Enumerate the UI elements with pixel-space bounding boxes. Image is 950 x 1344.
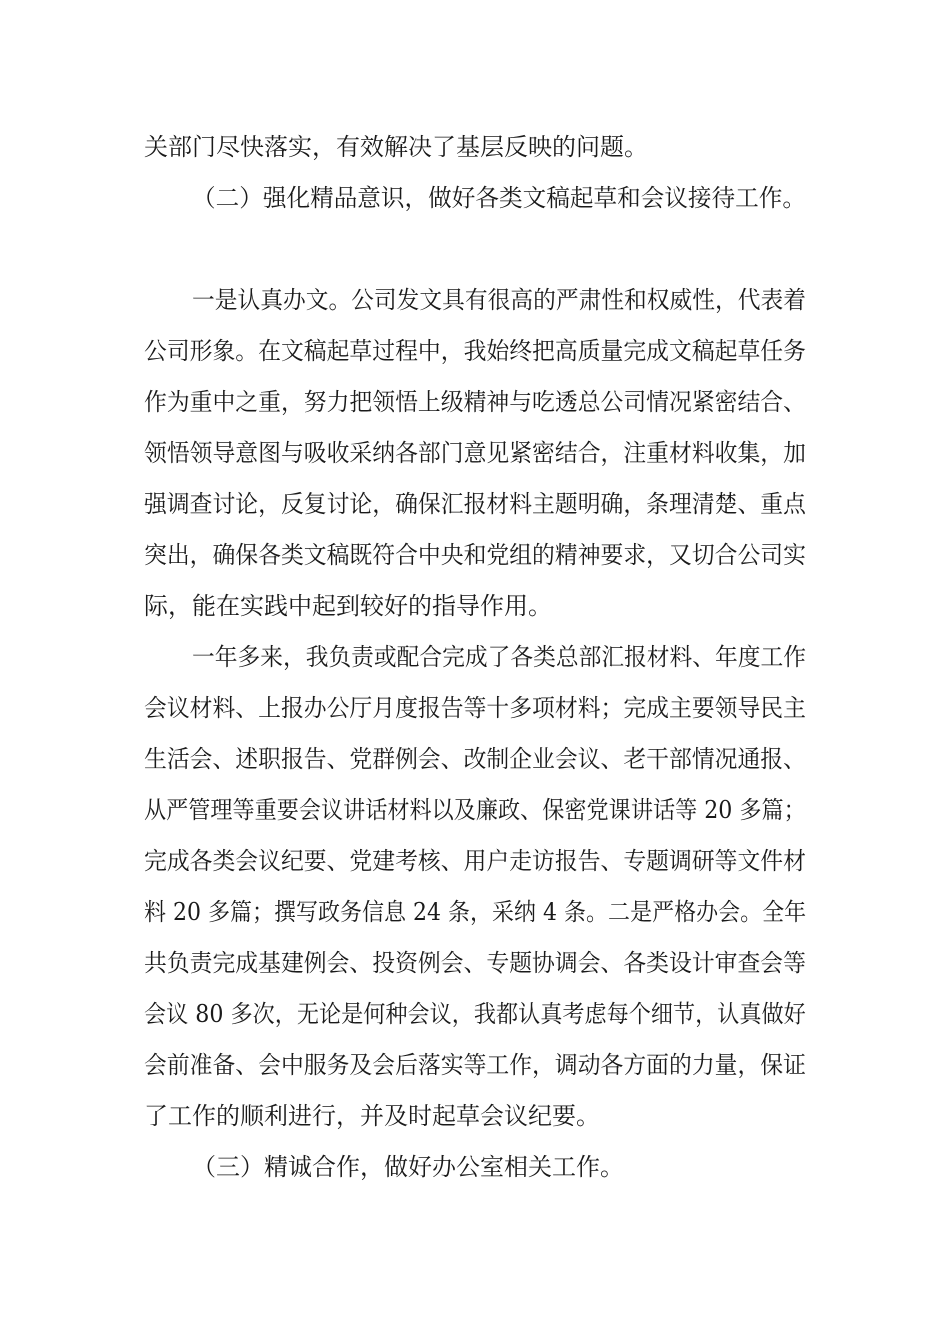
paragraph-line: 共负责完成基建例会、投资例会、专题协调会、各类设计审查会等 bbox=[144, 949, 806, 977]
text-line: 关部门尽快落实，有效解决了基层反映的问题。 bbox=[144, 133, 648, 161]
paragraph-line: 公司形象。在文稿起草过程中，我始终把高质量完成文稿起草任务 bbox=[144, 337, 806, 365]
paragraph-line: 了工作的顺利进行，并及时起草会议纪要。 bbox=[144, 1102, 600, 1130]
paragraph-line: 强调查讨论，反复讨论，确保汇报材料主题明确，条理清楚、重点 bbox=[144, 490, 806, 518]
paragraph-line: 会前准备、会中服务及会后落实等工作，调动各方面的力量，保证 bbox=[144, 1051, 806, 1079]
paragraph-line: 完成各类会议纪要、党建考核、用户走访报告、专题调研等文件材 bbox=[144, 847, 806, 875]
paragraph-line: 领悟领导意图与吸收采纳各部门意见紧密结合，注重材料收集，加 bbox=[144, 439, 806, 467]
section-heading: （三）精诚合作，做好办公室相关工作。 bbox=[192, 1153, 624, 1181]
paragraph-line: 一年多来，我负责或配合完成了各类总部汇报材料、年度工作 bbox=[192, 643, 806, 671]
paragraph-line: 会议材料、上报办公厅月度报告等十多项材料；完成主要领导民主 bbox=[144, 694, 806, 722]
paragraph-line: 会议 80 多次，无论是何种会议，我都认真考虑每个细节，认真做好 bbox=[144, 1000, 806, 1028]
paragraph-line: 一是认真办文。公司发文具有很高的严肃性和权威性，代表着 bbox=[192, 286, 806, 314]
paragraph-line: 从严管理等重要会议讲话材料以及廉政、保密党课讲话等 20 多篇； bbox=[144, 796, 806, 824]
section-heading: （二）强化精品意识，做好各类文稿起草和会议接待工作。 bbox=[192, 184, 807, 212]
paragraph-line: 生活会、述职报告、党群例会、改制企业会议、老干部情况通报、 bbox=[144, 745, 806, 773]
paragraph-line: 料 20 多篇；撰写政务信息 24 条，采纳 4 条。二是严格办会。全年 bbox=[144, 898, 807, 926]
paragraph-line: 突出，确保各类文稿既符合中央和党组的精神要求，又切合公司实 bbox=[144, 541, 806, 569]
paragraph-line: 作为重中之重，努力把领悟上级精神与吃透总公司情况紧密结合、 bbox=[144, 388, 806, 416]
paragraph-line: 际，能在实践中起到较好的指导作用。 bbox=[144, 592, 552, 620]
